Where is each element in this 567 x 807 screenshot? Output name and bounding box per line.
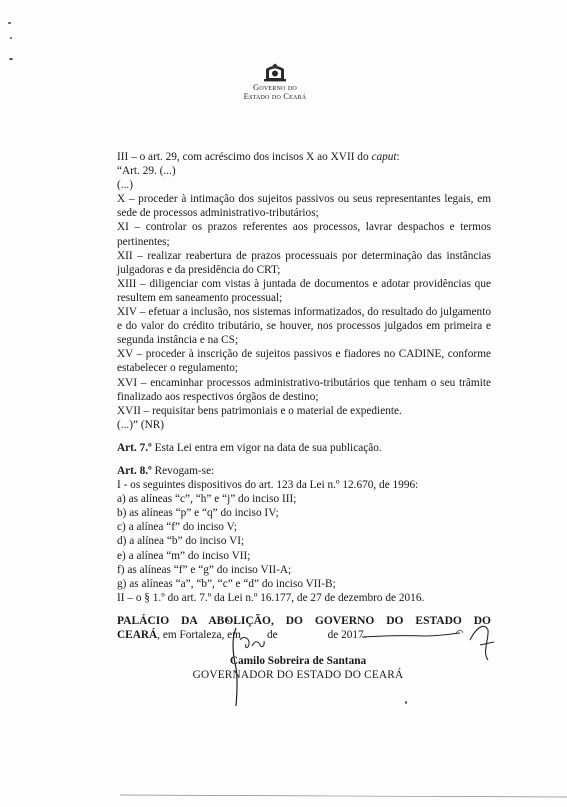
revogacao-item: c) a alínea “f” do inciso V;: [117, 521, 238, 534]
revogacao-item: a) as alíneas “c”, “h” e “j” do inciso III;: [117, 493, 297, 506]
revogacao-item: II – o § 1.º do art. 7.º da Lei n.º 16.177, de 27 de dezembro de 2016.: [117, 591, 425, 604]
art-7-text: Esta Lei entra em vigor na data de sua publicação.: [151, 441, 382, 454]
art-8-text: Revogam-se:: [151, 464, 215, 477]
letterhead: [200, 62, 350, 101]
palacio-dateline: CEARÁ, em Fortaleza, em de de 2017.: [117, 629, 367, 641]
signature-block: [178, 654, 418, 682]
signer-name: Camilo Sobreira de Santana: [229, 655, 367, 667]
revogacao-item: I - os seguintes dispositivos do art. 123 da Lei n.º 12.670, de 1996:: [117, 479, 419, 492]
inciso-xvi: XVI – encaminhar processos administrativo-tributários que tenham o seu trâmite finalizado aos respectivos órgãos de destino;: [117, 376, 491, 403]
revogacao-item: d) a alínea “b” do inciso VI;: [117, 535, 245, 548]
letterhead-line-1: Governo do: [253, 82, 297, 92]
ellipsis: (...): [117, 179, 133, 192]
art-8: [117, 464, 491, 478]
inciso-x: X – proceder à intimação dos sujeitos passivos ou seus representantes legais, em sede de processos administrativo-tributários;: [117, 193, 491, 220]
law-text: [117, 150, 491, 642]
state-crest-icon: [262, 62, 288, 82]
revogacao-item: b) as alíneas “p” e “q” do inciso IV;: [117, 507, 279, 520]
palacio-state: CEARÁ: [117, 629, 158, 641]
art-8-label: Art. 8.º: [117, 464, 152, 477]
signer-title: GOVERNADOR DO ESTADO DO CEARÁ: [192, 669, 404, 681]
revogacao-item: e) a alínea “m” do inciso VII;: [117, 549, 251, 562]
inciso-xi: XI – controlar os prazos referentes aos processos, lavrar despachos e termos pertinentes;: [117, 221, 491, 248]
closing-nr: (...)” (NR): [117, 418, 165, 431]
inciso-xv: XV – proceder à inscrição de sujeitos passivos e fiadores no CADINE, conforme estabelecer o regulamento;: [117, 348, 491, 375]
revogacao-item: g) as alíneas “a”, “b”, “c” e “d” do inciso VII-B;: [117, 577, 336, 590]
art-29-heading: “Art. 29. (...): [117, 165, 176, 178]
inciso-xiv: XIV – efetuar a inclusão, nos sistemas informatizados, do resultado do julgamento e do valor do crédito tributário, se houver, nos processos julgados em primeira e segunda instância e na CS;: [117, 306, 491, 347]
inciso-iii-intro: III – o art. 29, com acréscimo dos incisos X ao XVII do caput:: [117, 151, 400, 163]
palacio-heading: PALÁCIO DA ABOLIÇÃO, DO GOVERNO DO ESTADO DO: [117, 614, 491, 627]
art-7-label: Art. 7.º: [117, 441, 152, 454]
inciso-xvii: XVII – requisitar bens patrimoniais e o material de expediente.: [117, 404, 402, 417]
art-7: [117, 441, 491, 455]
inciso-xiii: XIII – diligenciar com vistas à juntada de documentos e adotar providências que resultem em saneamento processual;: [117, 277, 491, 304]
revogacao-item: f) as alíneas “f” e “g” do inciso VII-A;: [117, 563, 292, 576]
inciso-xii: XII – realizar reabertura de prazos processuais por determinação das instâncias julgadoras e da presidência do CRT;: [117, 249, 491, 276]
letterhead-line-2: Estado do Ceará: [243, 91, 307, 101]
